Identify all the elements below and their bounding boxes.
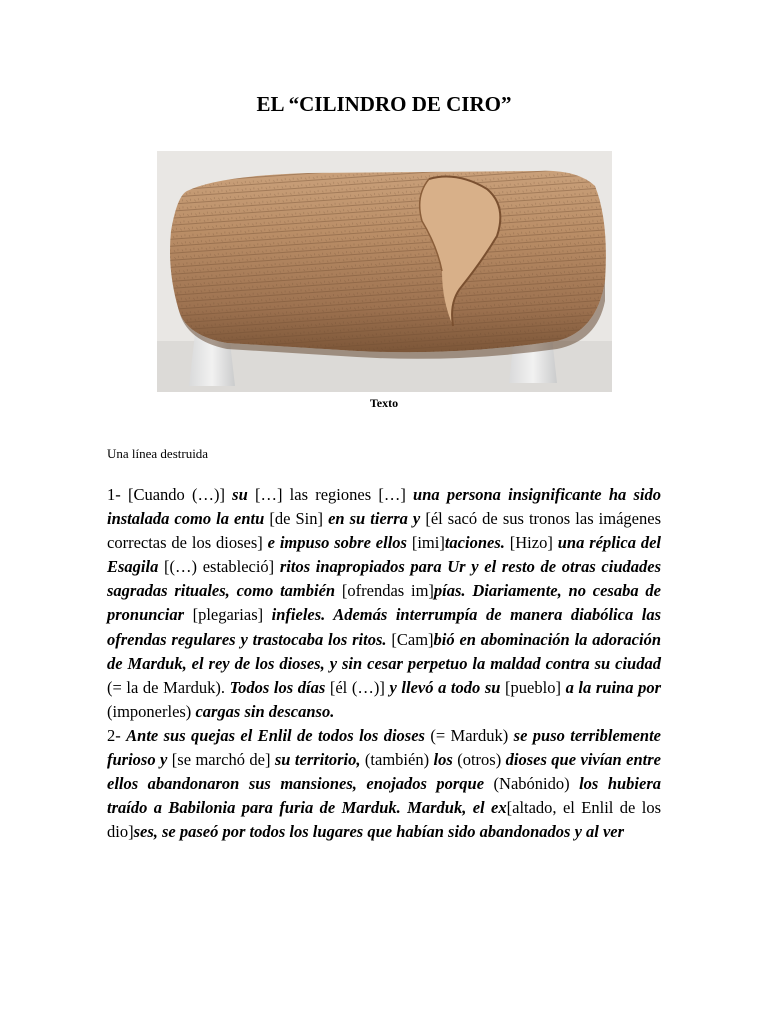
plain-text: (otros)	[452, 750, 506, 770]
emphasized-text: ritos inapropiados para Ur y el resto de otras ciudades sagradas rituales, como también	[107, 557, 661, 601]
plain-text: [se marchó de]	[167, 750, 275, 770]
cyrus-cylinder-photo	[157, 151, 612, 392]
emphasized-text: los	[433, 750, 453, 770]
plain-text: [Cam]	[386, 629, 434, 649]
plain-text: [de Sin]	[264, 509, 329, 529]
emphasized-text: en su tierra y	[328, 509, 421, 529]
emphasized-text: una persona insignificante ha sido instalada como la entu	[107, 485, 661, 529]
emphasized-text: se puso terriblemente furioso y	[107, 725, 662, 770]
plain-text: 2-	[107, 725, 127, 745]
emphasized-text: pías. Diariamente, no cesaba de pronunciar	[107, 581, 661, 625]
emphasized-text: una réplica del Esagila	[107, 533, 661, 577]
plain-text: [Hizo]	[504, 533, 558, 553]
emphasized-text: infieles. Además interrumpía de manera diabólica las ofrendas regulares y trastocaba los ritos.	[107, 605, 661, 649]
plain-text: [pueblo]	[500, 677, 566, 697]
document-title: EL “CILINDRO DE CIRO”	[256, 92, 512, 116]
plain-text: [(…) estableció]	[158, 557, 280, 577]
plain-text: [él sacó de sus tronos las imágenes correctas de los dioses]	[107, 509, 661, 553]
emphasized-text: los hubiera traído a Babilonia para furia de Marduk. Marduk, el ex	[107, 774, 661, 818]
paragraph-1	[107, 483, 661, 724]
image-caption: Texto	[369, 396, 399, 410]
plain-text: [imi]	[406, 533, 445, 553]
emphasized-text: bió en abominación la adoración de Marduk, el rey de los dioses, y sin cesar perpetuo la maldad contra su ciudad	[107, 629, 662, 673]
plain-text: [plegarias]	[184, 605, 272, 625]
destroyed-line-note: Una línea destruida	[107, 446, 209, 461]
plain-text: (= Marduk)	[424, 725, 514, 745]
emphasized-text: Todos los días	[229, 677, 326, 697]
plain-text: 1- [Cuando (…)]	[107, 485, 233, 504]
plain-text: (imponerles)	[107, 701, 196, 721]
plain-text: (= la de Marduk).	[107, 677, 230, 697]
plain-text: [él (…)]	[325, 677, 390, 697]
emphasized-text: taciones.	[444, 533, 505, 553]
emphasized-text: y llevó a todo su	[389, 677, 501, 697]
emphasized-text: e impuso sobre ellos	[267, 533, 407, 553]
emphasized-text: Ante sus quejas el Enlil de todos los dioses	[126, 725, 425, 745]
plain-text: [ofrendas im]	[335, 581, 434, 601]
clay-cylinder-illustration	[157, 151, 612, 392]
plain-text: [altado, el Enlil de los dio]	[107, 798, 661, 842]
plain-text: (también)	[360, 750, 434, 770]
emphasized-text: ses, se paseó por todos los lugares que habían sido abandonados y al ver	[133, 822, 625, 842]
paragraph-2	[107, 724, 661, 844]
emphasized-text: su territorio,	[274, 750, 361, 770]
emphasized-text: su	[232, 485, 248, 504]
document-body	[107, 483, 661, 844]
emphasized-text: a la ruina por	[565, 677, 661, 697]
plain-text: […] las regiones […]	[247, 485, 414, 504]
emphasized-text: dioses que vivían entre ellos abandonaron sus mansiones, enojados porque	[107, 750, 661, 794]
emphasized-text: cargas sin descanso.	[195, 701, 335, 721]
plain-text: (Nabónido)	[484, 774, 580, 794]
